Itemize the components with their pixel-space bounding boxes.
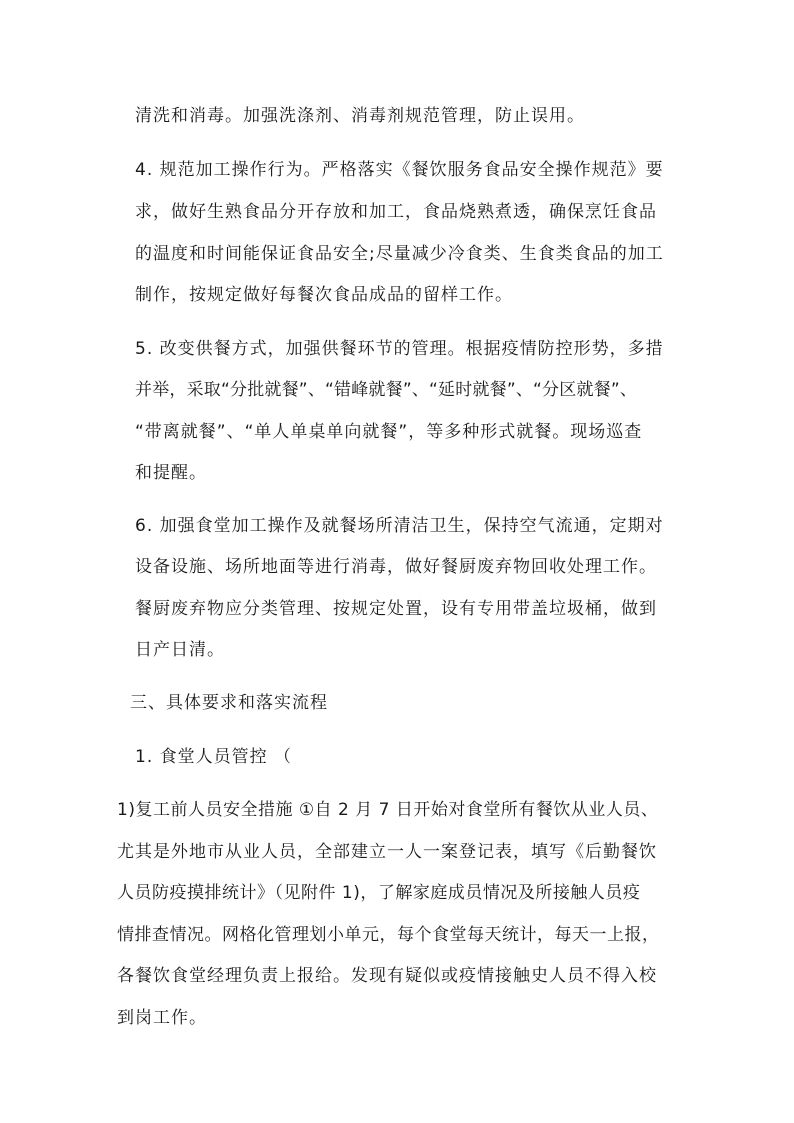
text-line: 设备设施、场所地面等进行消毒，做好餐厨废弃物回收处理工作。 bbox=[135, 557, 657, 577]
text-line: 尤其是外地市从业人员，全部建立一人一案登记表，填写《后勤餐饮 bbox=[117, 842, 657, 862]
text-line: 1)复工前人员安全措施 ①自 2 月 7 日开始对食堂所有餐饮从业人员、 bbox=[117, 800, 659, 820]
text-line: 4. 规范加工操作行为。严格落实《餐饮服务食品安全操作规范》要 bbox=[135, 160, 664, 180]
text-line: 5. 改变供餐方式，加强供餐环节的管理。根据疫情防控形势，多措 bbox=[135, 339, 664, 359]
text-line: 情排查情况。网格化管理划小单元，每个食堂每天统计，每天一上报， bbox=[117, 925, 660, 945]
text-line: 人员防疫摸排统计》（见附件 1)，了解家庭成员情况及所接触人员疫 bbox=[117, 883, 641, 903]
text-line: 制作，按规定做好每餐次食品成品的留样工作。 bbox=[135, 285, 513, 305]
subsection-heading: 1. 食堂人员管控 （ bbox=[135, 747, 293, 767]
text-line: 并举，采取“分批就餐”、“错峰就餐”、“延时就餐”、“分区就餐”、 bbox=[135, 380, 638, 400]
text-line: 日产日清。 bbox=[135, 640, 225, 660]
text-line: 到岗工作。 bbox=[117, 1008, 207, 1028]
text-line: 6. 加强食堂加工操作及就餐场所清洁卫生，保持空气流通，定期对 bbox=[135, 516, 664, 536]
text-line: 的温度和时间能保证食品安全;尽量减少冷食类、生食类食品的加工 bbox=[135, 244, 664, 264]
text-line: “带离就餐”、“单人单桌单向就餐”，等多种形式就餐。现场巡查 bbox=[135, 422, 643, 442]
text-line: 和提醒。 bbox=[135, 463, 207, 483]
text-line: 餐厨废弃物应分类管理、按规定处置，设有专用带盖垃圾桶，做到 bbox=[135, 599, 657, 619]
text-line: 各餐饮食堂经理负责上报给。发现有疑似或疫情接触史人员不得入校 bbox=[117, 966, 657, 986]
text-line: 求，做好生熟食品分开存放和加工，食品烧熟煮透，确保烹饪食品 bbox=[135, 202, 657, 222]
section-heading: 三、具体要求和落实流程 bbox=[130, 693, 328, 713]
text-line: 清洗和消毒。加强洗涤剂、消毒剂规范管理，防止误用。 bbox=[135, 106, 585, 126]
